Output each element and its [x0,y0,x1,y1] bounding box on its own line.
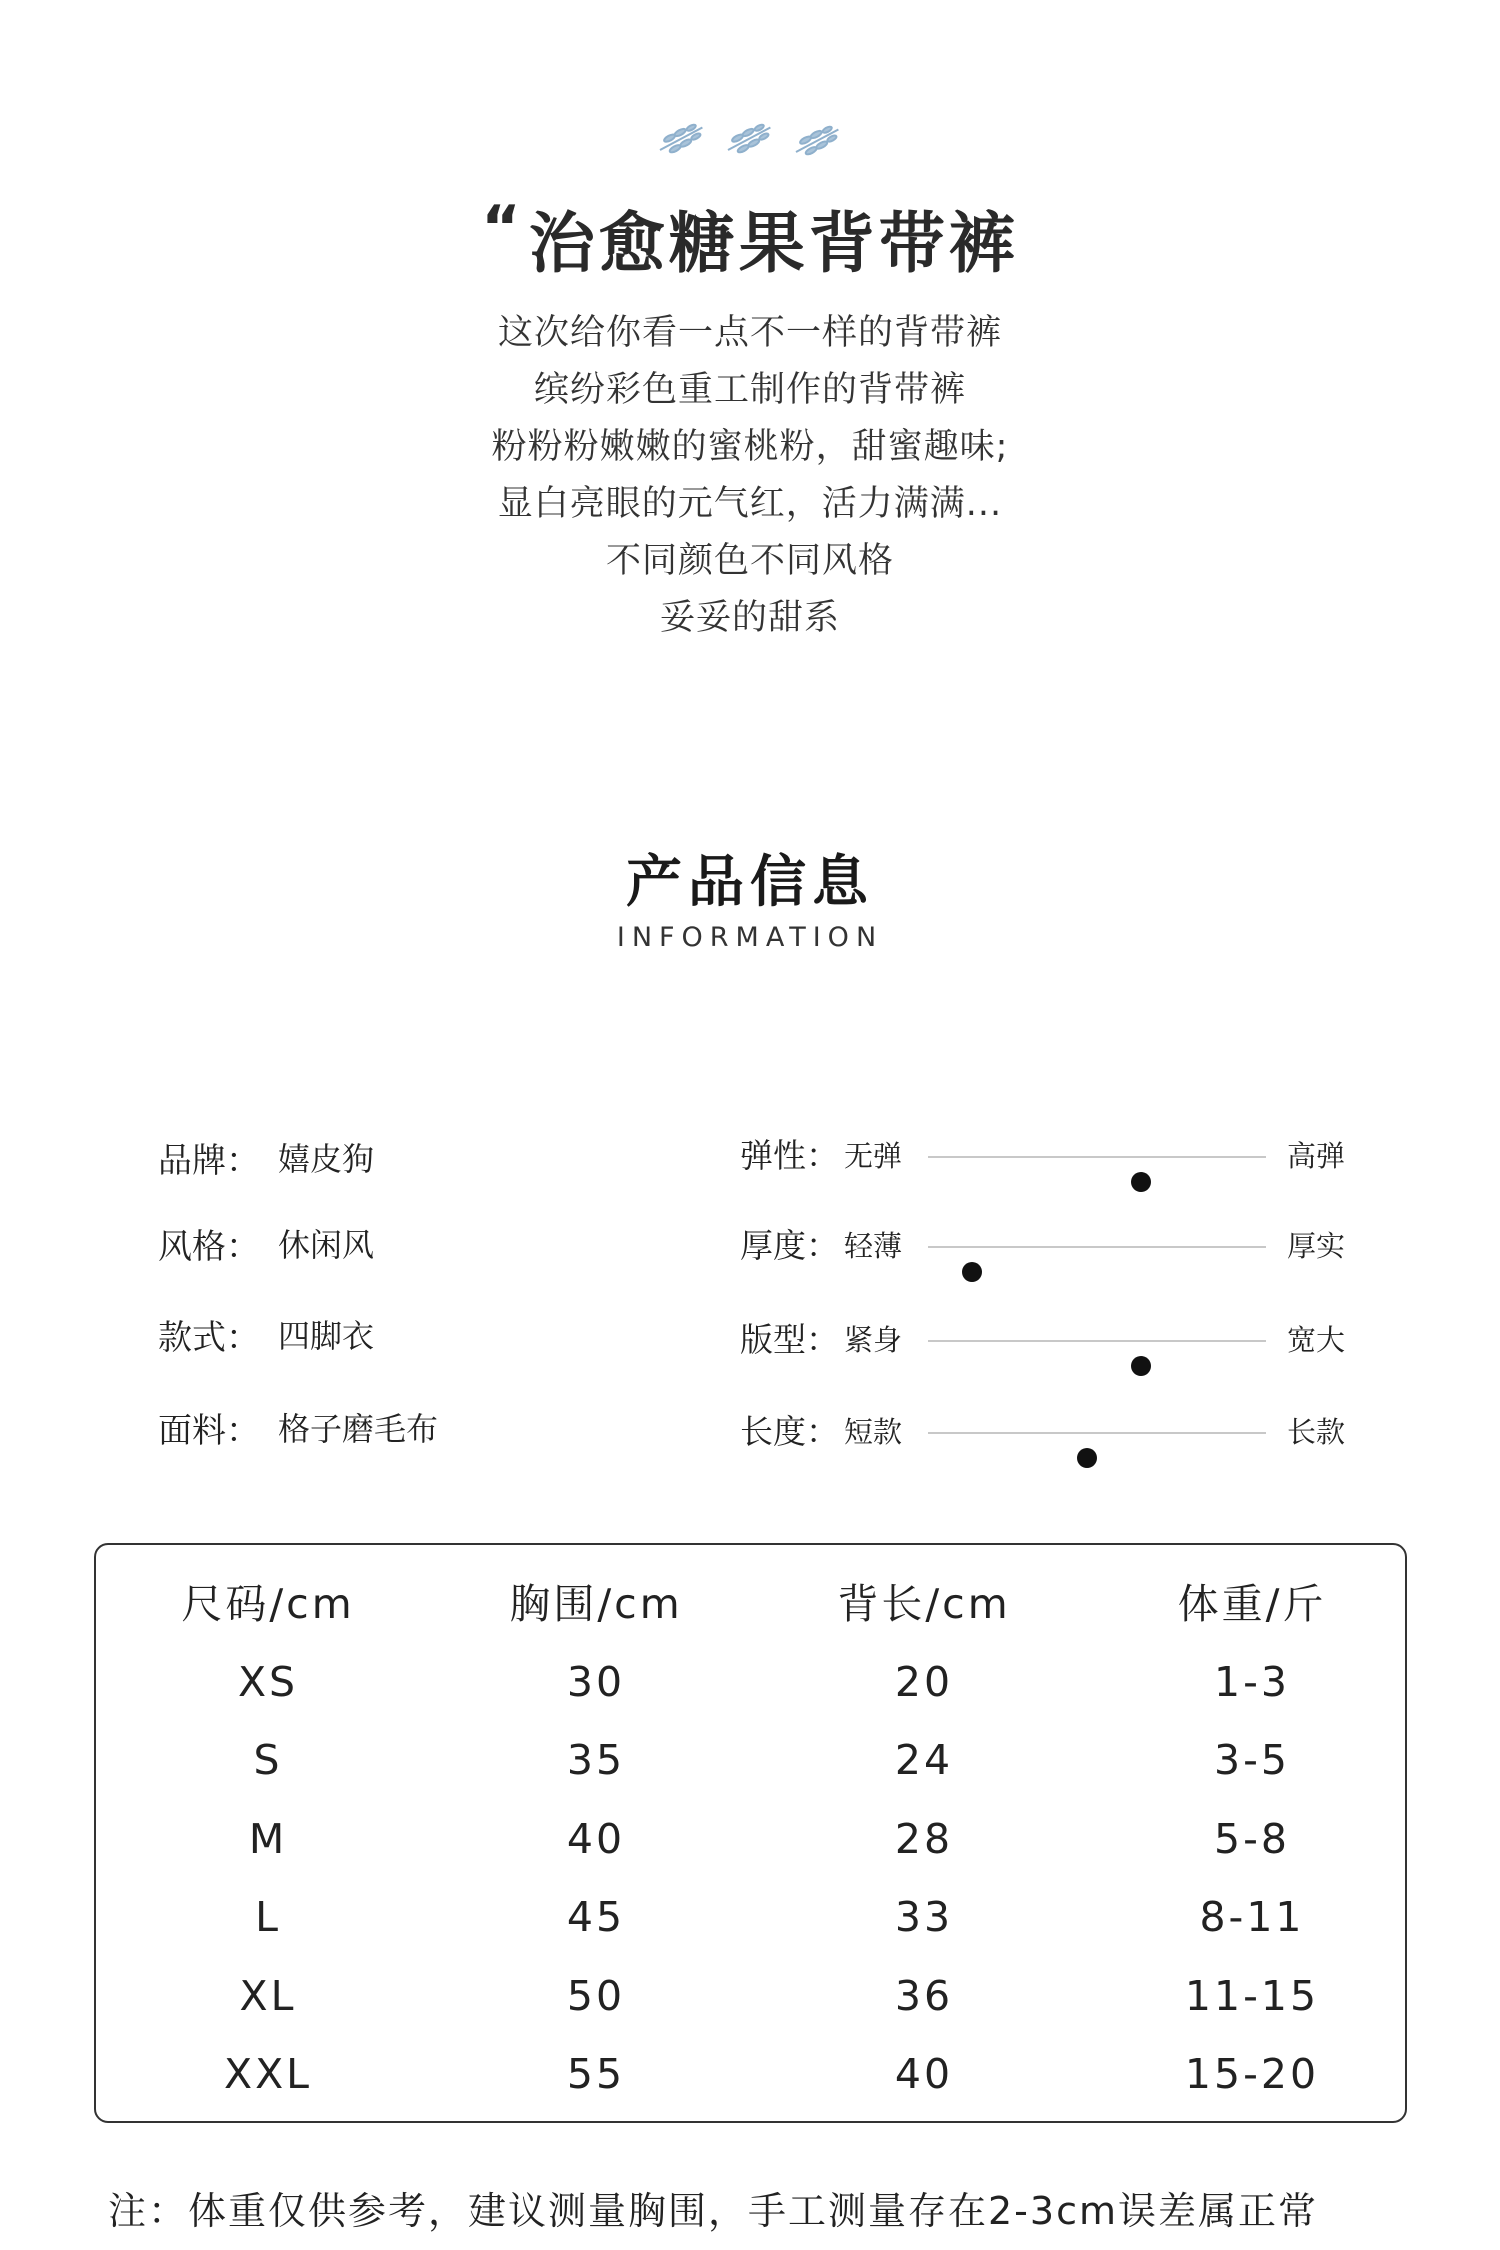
section-title: 产品信息 [626,850,874,915]
scale-max-label: 宽大 [1287,1323,1346,1357]
scale-elasticity [740,1131,1350,1181]
info-label: 面料： [158,1410,260,1451]
scale-indicator [1077,1448,1097,1468]
table-cell: L [255,1893,281,1941]
scale-min-label: 短款 [844,1415,903,1449]
table-row [96,1882,1405,1952]
table-cell: 24 [894,1736,954,1784]
leaf-decoration-icon [650,110,860,160]
info-value: 格子磨毛布 [278,1410,439,1448]
page-title [0,190,1500,285]
info-value: 休闲风 [278,1226,375,1264]
table-cell: XL [239,1972,297,2020]
info-value: 四脚衣 [278,1317,375,1355]
description [0,305,1500,647]
table-cell: 36 [894,1972,954,2020]
table-cell: 3-5 [1214,1736,1290,1784]
table-cell: 50 [566,1972,626,2020]
table-cell: 11-15 [1184,1972,1320,2020]
description-line: 缤纷彩色重工制作的背带裤 [533,370,966,410]
info-value: 嬉皮狗 [278,1140,375,1178]
title-text: 治愈糖果背带裤 [528,205,1019,282]
scale-fit [740,1315,1350,1365]
info-row-brand [158,1132,374,1182]
description-line: 这次给你看一点不一样的背带裤 [497,313,1002,353]
header-cell: 体重/斤 [1177,1580,1327,1628]
table-cell: 20 [894,1658,954,1706]
table-cell: 30 [566,1658,626,1706]
scale-thickness [740,1221,1350,1271]
scale-min-label: 紧身 [844,1323,903,1357]
description-line: 不同颜色不同风格 [605,541,894,581]
scale-indicator [1131,1172,1151,1192]
scale-indicator [1131,1356,1151,1376]
table-cell: 40 [566,1815,626,1863]
table-cell: 40 [894,2050,954,2098]
table-cell: 5-8 [1214,1815,1290,1863]
table-cell: XS [237,1658,299,1706]
table-row [96,1647,1405,1717]
table-cell: S [253,1736,283,1784]
table-cell: 28 [894,1815,954,1863]
info-label: 款式： [158,1317,260,1358]
table-cell: 15-20 [1184,2050,1320,2098]
table-cell: 33 [894,1893,954,1941]
scale-length [740,1407,1350,1457]
header-cell: 尺码/cm [181,1580,355,1628]
scale-track [928,1246,1266,1248]
table-row [96,1804,1405,1874]
section-subtitle: INFORMATION [616,922,884,953]
scale-max-label: 厚实 [1287,1229,1346,1263]
info-row-type [158,1309,374,1359]
description-line: 妥妥的甜系 [659,598,840,638]
scale-label: 弹性： [740,1136,839,1175]
table-cell: 35 [566,1736,626,1784]
table-cell: 1-3 [1214,1658,1290,1706]
scale-label: 长度： [740,1412,839,1451]
scale-min-label: 轻薄 [844,1229,903,1263]
scale-indicator [962,1262,982,1282]
size-table [94,1543,1407,2123]
scale-max-label: 长款 [1287,1415,1346,1449]
table-row [96,1961,1405,2031]
quote-mark: “ [481,193,525,263]
footnote: 注：体重仅供参考，建议测量胸围，手工测量存在2-3cm误差属正常 [108,2189,1318,2233]
info-row-fabric [158,1402,438,1452]
description-line: 显白亮眼的元气红，活力满满... [497,484,1003,524]
info-label: 风格： [158,1226,260,1267]
scale-track [928,1340,1266,1342]
table-row [96,1725,1405,1795]
size-table-header [96,1569,1405,1639]
info-row-style [158,1218,374,1268]
scale-track [928,1432,1266,1434]
scale-min-label: 无弹 [844,1139,903,1173]
scale-max-label: 高弹 [1287,1139,1346,1173]
scale-label: 版型： [740,1320,839,1359]
table-cell: 55 [566,2050,626,2098]
header-cell: 背长/cm [837,1580,1011,1628]
header-cell: 胸围/cm [509,1580,683,1628]
table-cell: XXL [223,2050,313,2098]
scale-label: 厚度： [740,1226,839,1265]
description-line: 粉粉粉嫩嫩的蜜桃粉，甜蜜趣味; [491,427,1009,467]
table-cell: 8-11 [1199,1893,1305,1941]
scale-track [928,1156,1266,1158]
table-cell: M [248,1815,288,1863]
info-label: 品牌： [158,1140,260,1181]
table-row [96,2039,1405,2109]
table-cell: 45 [566,1893,626,1941]
